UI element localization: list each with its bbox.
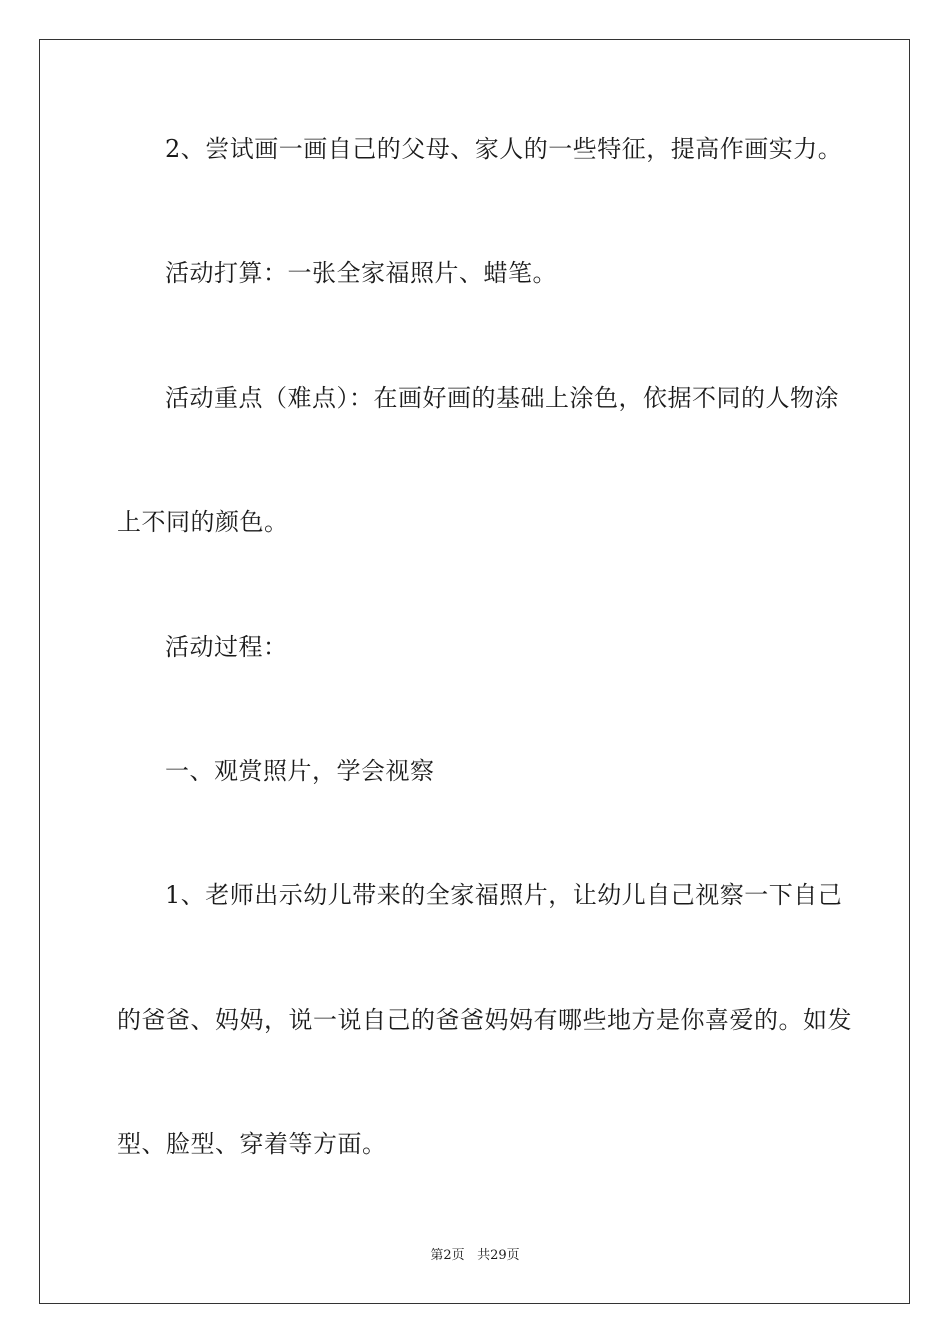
- page-total: 共29页: [477, 1248, 520, 1263]
- paragraph-line: 活动打算：一张全家福照片、蜡笔。: [165, 259, 557, 287]
- page-border: [39, 39, 910, 1304]
- paragraph-line: 活动重点（难点）：在画好画的基础上涂色，依据不同的人物涂: [165, 384, 839, 412]
- paragraph-line: 的爸爸、妈妈，说一说自己的爸爸妈妈有哪些地方是你喜爱的。如发: [117, 1006, 852, 1034]
- paragraph-line: 上不同的颜色。: [117, 508, 289, 536]
- page-number: 第2页: [430, 1248, 465, 1263]
- paragraph-line: 活动过程：: [165, 633, 288, 661]
- page-footer: [0, 1247, 950, 1265]
- paragraph-line: 型、脸型、穿着等方面。: [117, 1130, 387, 1158]
- paragraph-line: 2、尝试画一画自己的父母、家人的一些特征，提高作画实力。: [165, 135, 843, 163]
- paragraph-line: 1、老师出示幼儿带来的全家福照片，让幼儿自己视察一下自己: [165, 881, 843, 909]
- paragraph-line: 一、观赏照片，学会视察: [165, 757, 435, 785]
